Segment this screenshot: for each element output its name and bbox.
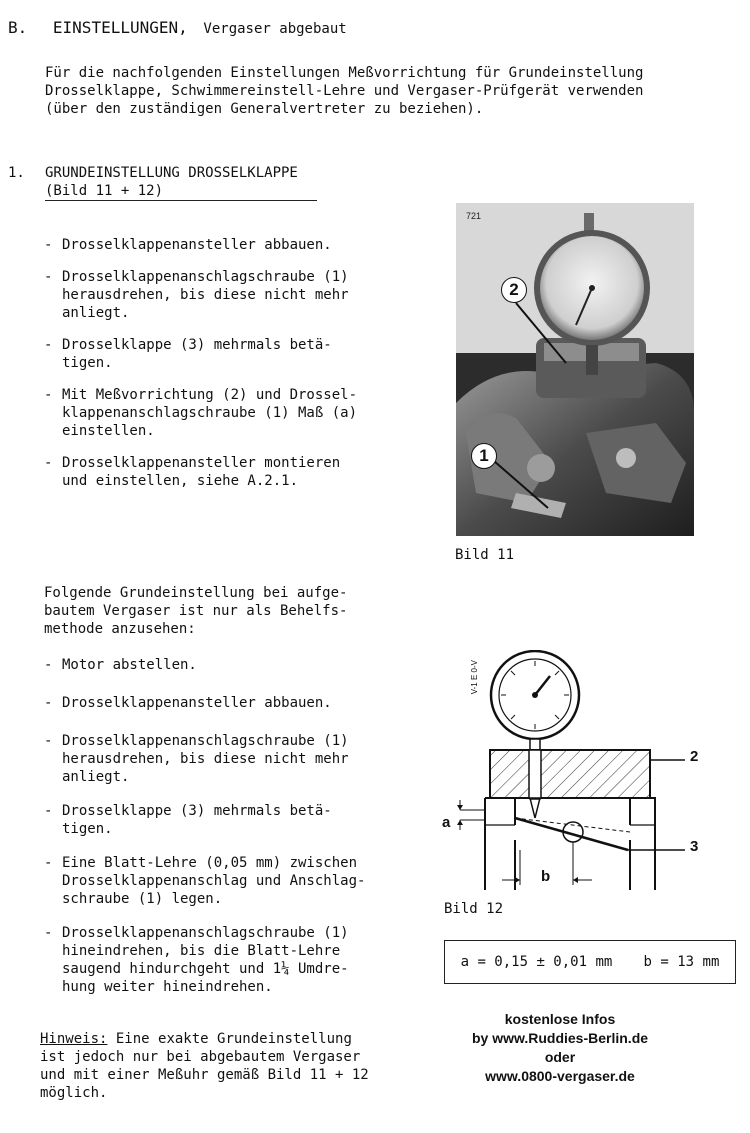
- spec-b: b = 13 mm: [643, 954, 720, 970]
- hinweis-label: Hinweis:: [40, 1031, 108, 1047]
- figure-12-label-b: b: [541, 868, 551, 885]
- list-item: - Drosselklappenansteller montieren und einstellen, siehe A.2.1.: [44, 455, 341, 489]
- intro-paragraph: Für die nachfolgenden Einstellungen Meßvorrichtung für Grundeinstellung Drosselklappe, Schwimmereinstell-Lehre und Vergaser-Prüfgerät verwenden (über den zuständigen Generalvertreter zu beziehen).: [45, 65, 644, 117]
- list-item: - Drosselklappenanschlagschraube (1) hineindrehen, bis die Blatt-Lehre saugend hindurchgeht und 1¼ Umdre- hung weiter hineindrehen.: [44, 925, 349, 995]
- footer-link-ruddies[interactable]: by www.Ruddies-Berlin.de: [471, 1030, 649, 1046]
- list-item: - Drosselklappenanschlagschraube (1) herausdrehen, bis diese nicht mehr anliegt.: [44, 733, 349, 785]
- list-item: - Drosselklappenansteller abbauen.: [44, 695, 332, 711]
- footer-credits: [440, 1010, 680, 1086]
- figure-12-side-code: V-1 E 0-V: [470, 660, 479, 695]
- figure-12-label-a: a: [442, 814, 451, 831]
- figure-11-code: 721: [466, 211, 482, 221]
- subsection-number: 1.: [8, 165, 25, 181]
- list-item: - Eine Blatt-Lehre (0,05 mm) zwischen Drosselklappenanschlag und Anschlag- schraube (1) legen.: [44, 855, 366, 907]
- figure-12-label-2: 2: [690, 748, 699, 765]
- figure-11-caption: Bild 11: [455, 547, 515, 563]
- list-item: - Drosselklappenanschlagschraube (1) herausdrehen, bis diese nicht mehr anliegt.: [44, 269, 349, 321]
- steps-list-b: [44, 656, 424, 996]
- hinweis-note: [40, 1030, 440, 1102]
- measurement-drawing: [440, 650, 730, 900]
- callout-1: 1: [471, 443, 497, 469]
- list-item: - Drosselklappe (3) mehrmals betä- tigen.: [44, 337, 332, 371]
- footer-line: kostenlose Infos: [504, 1011, 616, 1027]
- list-item: - Drosselklappe (3) mehrmals betä- tigen.: [44, 803, 332, 837]
- section-subtitle: Vergaser abgebaut: [203, 21, 347, 37]
- carburetor-gauge-photo: [456, 203, 694, 536]
- spec-box: [444, 940, 736, 984]
- list-item: - Drosselklappenansteller abbauen.: [44, 237, 332, 253]
- figure-11-photo: [456, 203, 694, 536]
- figure-12-diagram: [440, 650, 730, 900]
- section-title: EINSTELLUNGEN,: [52, 18, 188, 37]
- hinweis-line: und mit einer Meßuhr gemäß Bild 11 + 12: [40, 1067, 369, 1083]
- subsection-title: GRUNDEINSTELLUNG DROSSELKLAPPE: [45, 165, 298, 181]
- footer-link-vergaser[interactable]: www.0800-vergaser.de: [485, 1068, 635, 1084]
- callout-2: 2: [501, 277, 527, 303]
- list-item: - Mit Meßvorrichtung (2) und Drossel- klappenanschlagschraube (1) Maß (a) einstellen.: [44, 387, 358, 439]
- section-heading: [8, 18, 347, 39]
- hinweis-line: Eine exakte Grundeinstellung: [107, 1031, 352, 1047]
- figure-12-label-3: 3: [690, 838, 699, 855]
- hinweis-line: ist jedoch nur bei abgebautem Vergaser: [40, 1049, 361, 1065]
- steps-list-a: [44, 236, 424, 490]
- subsection-ref: (Bild 11 + 12): [45, 182, 317, 201]
- spec-a: a = 0,15 ± 0,01 mm: [460, 954, 613, 970]
- list-item: - Motor abstellen.: [44, 657, 197, 673]
- section-letter: B.: [8, 18, 28, 37]
- figure-12-caption: Bild 12: [444, 901, 504, 917]
- hinweis-line: möglich.: [40, 1085, 108, 1101]
- behelf-intro: Folgende Grundeinstellung bei aufge- bautem Vergaser ist nur als Behelfs- methode anzusehen:: [44, 585, 348, 637]
- footer-line: oder: [544, 1049, 576, 1065]
